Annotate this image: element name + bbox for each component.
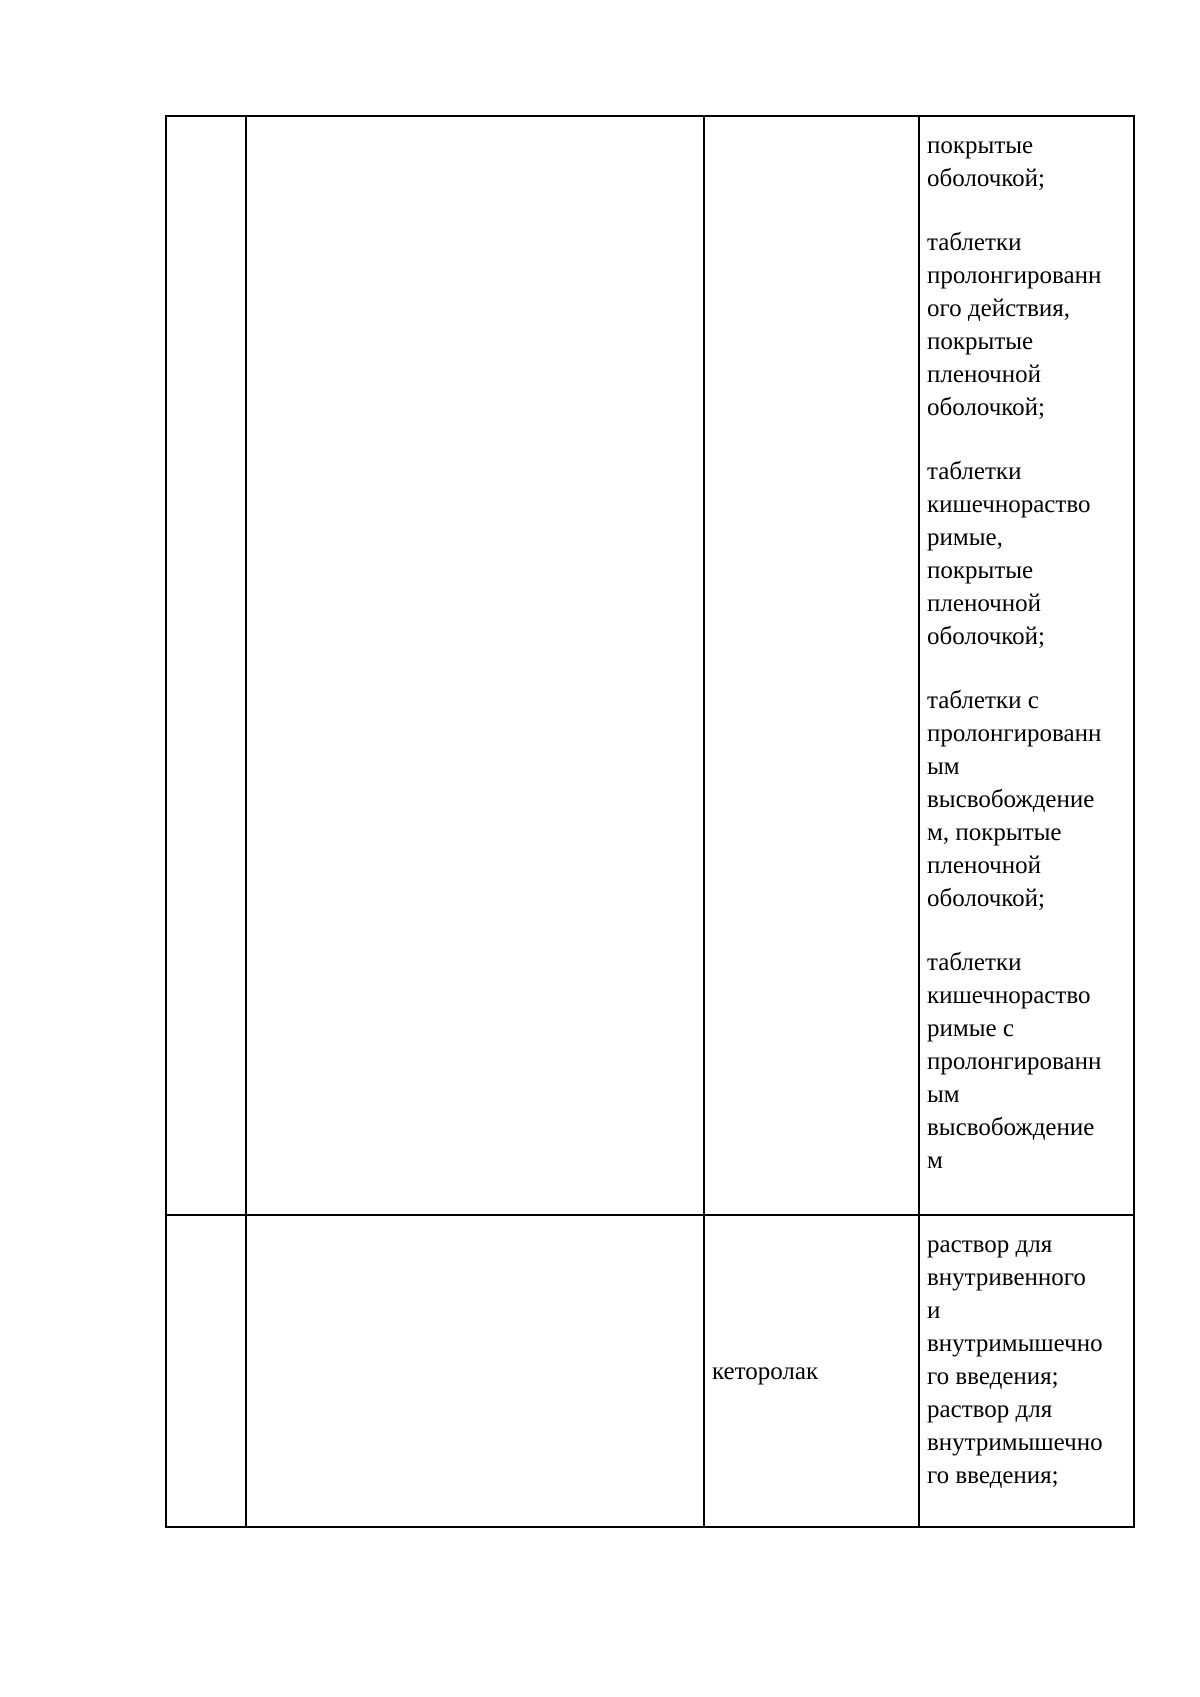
dosage-forms-cell: [919, 116, 1134, 1215]
dosage-forms-cell: [919, 1215, 1134, 1527]
dosage-form-item: покрытые оболочкой;: [927, 132, 1045, 192]
dosage-form-item: таблетки пролонгированн ого действия, покрытые пленочной оболочкой;: [927, 229, 1102, 421]
drug-name-cell: [704, 116, 919, 1215]
dosage-form-item: таблетки кишечнораство римые, покрытые пленочной оболочкой;: [927, 458, 1091, 650]
dosage-form-item: раствор для внутривенного и внутримышечно го введения; раствор для внутримышечно го введения;: [927, 1231, 1103, 1489]
dosage-form-item: таблетки кишечнораство римые с пролонгированн ым высвобождение м: [927, 949, 1102, 1174]
table-row: [166, 116, 1134, 1215]
dosage-form-item: таблетки с пролонгированн ым высвобождение м, покрытые пленочной оболочкой;: [927, 687, 1102, 912]
table-row: [166, 1215, 1134, 1527]
code-cell: [166, 116, 246, 1215]
group-name-cell: [246, 116, 704, 1215]
group-name-cell: [246, 1215, 704, 1527]
code-cell: [166, 1215, 246, 1527]
drug-table: [165, 115, 1135, 1528]
drug-name-cell: кеторолак: [704, 1215, 919, 1527]
